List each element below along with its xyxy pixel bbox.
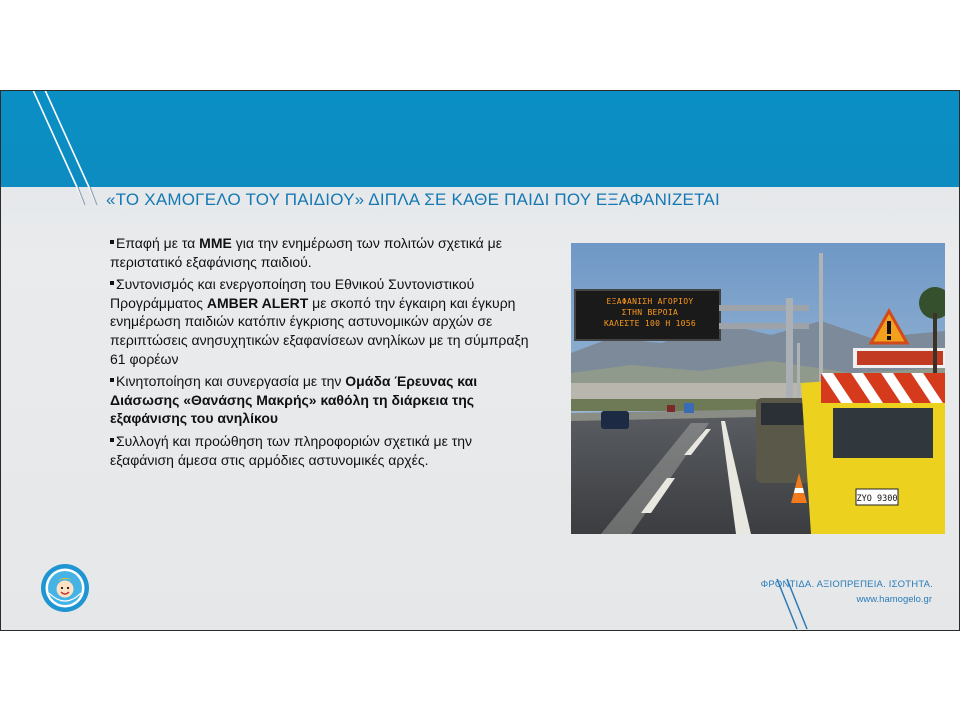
sign-line: ΕΞΑΦΑΝΙΣΗ ΑΓΟΡΙΟΥ xyxy=(606,297,694,306)
hamogelo-logo-icon xyxy=(40,563,90,613)
slide xyxy=(0,90,960,631)
footer-tagline: ΦΡΟΝΤΙΔΑ. ΑΞΙΟΠΡΕΠΕΙΑ. ΙΣΟΤΗΤΑ. xyxy=(760,579,933,590)
sign-line: ΚΑΛΕΣΤΕ 100 Η 1056 xyxy=(603,319,697,328)
amber-alert-highway-photo xyxy=(571,243,945,534)
bullet-bold-text: AMBER ALERT xyxy=(206,294,309,311)
bullet-text: για την ενημέρωση των πολιτών σχετικά με περιστατικό εξαφάνισης παιδιού. xyxy=(110,235,502,270)
highway-scene-image xyxy=(571,243,945,534)
bullet-list xyxy=(110,234,535,473)
square-bullet-icon xyxy=(110,378,114,382)
list-item xyxy=(110,275,535,368)
bullet-text: Επαφή με τα xyxy=(116,235,200,251)
sign-line: ΣΤΗΝ ΒΕΡΟΙΑ xyxy=(621,308,679,317)
list-item xyxy=(110,432,535,469)
decorative-diagonal-lines xyxy=(0,90,100,210)
license-plate-text: ΖΥΟ 9300 xyxy=(856,494,898,504)
bullet-text: Συντονισμός και ενεργοποίηση του Εθνικού Συντονιστικού Προγράμματος xyxy=(110,276,475,311)
amber-alert-sign-message xyxy=(580,292,720,338)
list-item xyxy=(110,234,535,271)
square-bullet-icon xyxy=(110,281,114,285)
bullet-text: Κινητοποίηση και συνεργασία με την xyxy=(116,373,346,390)
square-bullet-icon xyxy=(110,438,114,442)
bullet-text: με σκοπό την έγκαιρη και έγκυρη ενημέρωση παιδιών κατόπιν έγκρισης αστυνομικών αρχών σε περιπτώσεις ανησυχητικών εξαφανίσεων ανηλίκων με τη σύμπραξη 61 φορέων xyxy=(110,294,529,367)
header-band xyxy=(0,90,960,187)
list-item xyxy=(110,372,535,428)
slide-title: «ΤΟ ΧΑΜΟΓΕΛΟ ΤΟΥ ΠΑΙΔΙΟΥ» ΔΙΠΛΑ ΣΕ ΚΑΘΕ ΠΑΙΔΙ ΠΟΥ ΕΞΑΦΑΝΙΖΕΤΑΙ xyxy=(106,190,720,209)
footer-website: www.hamogelo.gr xyxy=(856,594,932,605)
bullet-bold-text: ΜΜΕ xyxy=(199,235,232,251)
bullet-bold-text: Ομάδα Έρευνας και Διάσωσης «Θανάσης Μακρής» καθόλη τη διάρκεια της εξαφάνισης του ανηλίκου xyxy=(110,373,478,427)
bullet-text: Συλλογή και προώθηση των πληροφοριών σχετικά με την εξαφάνιση άμεσα στις αρμόδιες αστυνομικές αρχές. xyxy=(110,432,473,468)
square-bullet-icon xyxy=(110,240,114,244)
